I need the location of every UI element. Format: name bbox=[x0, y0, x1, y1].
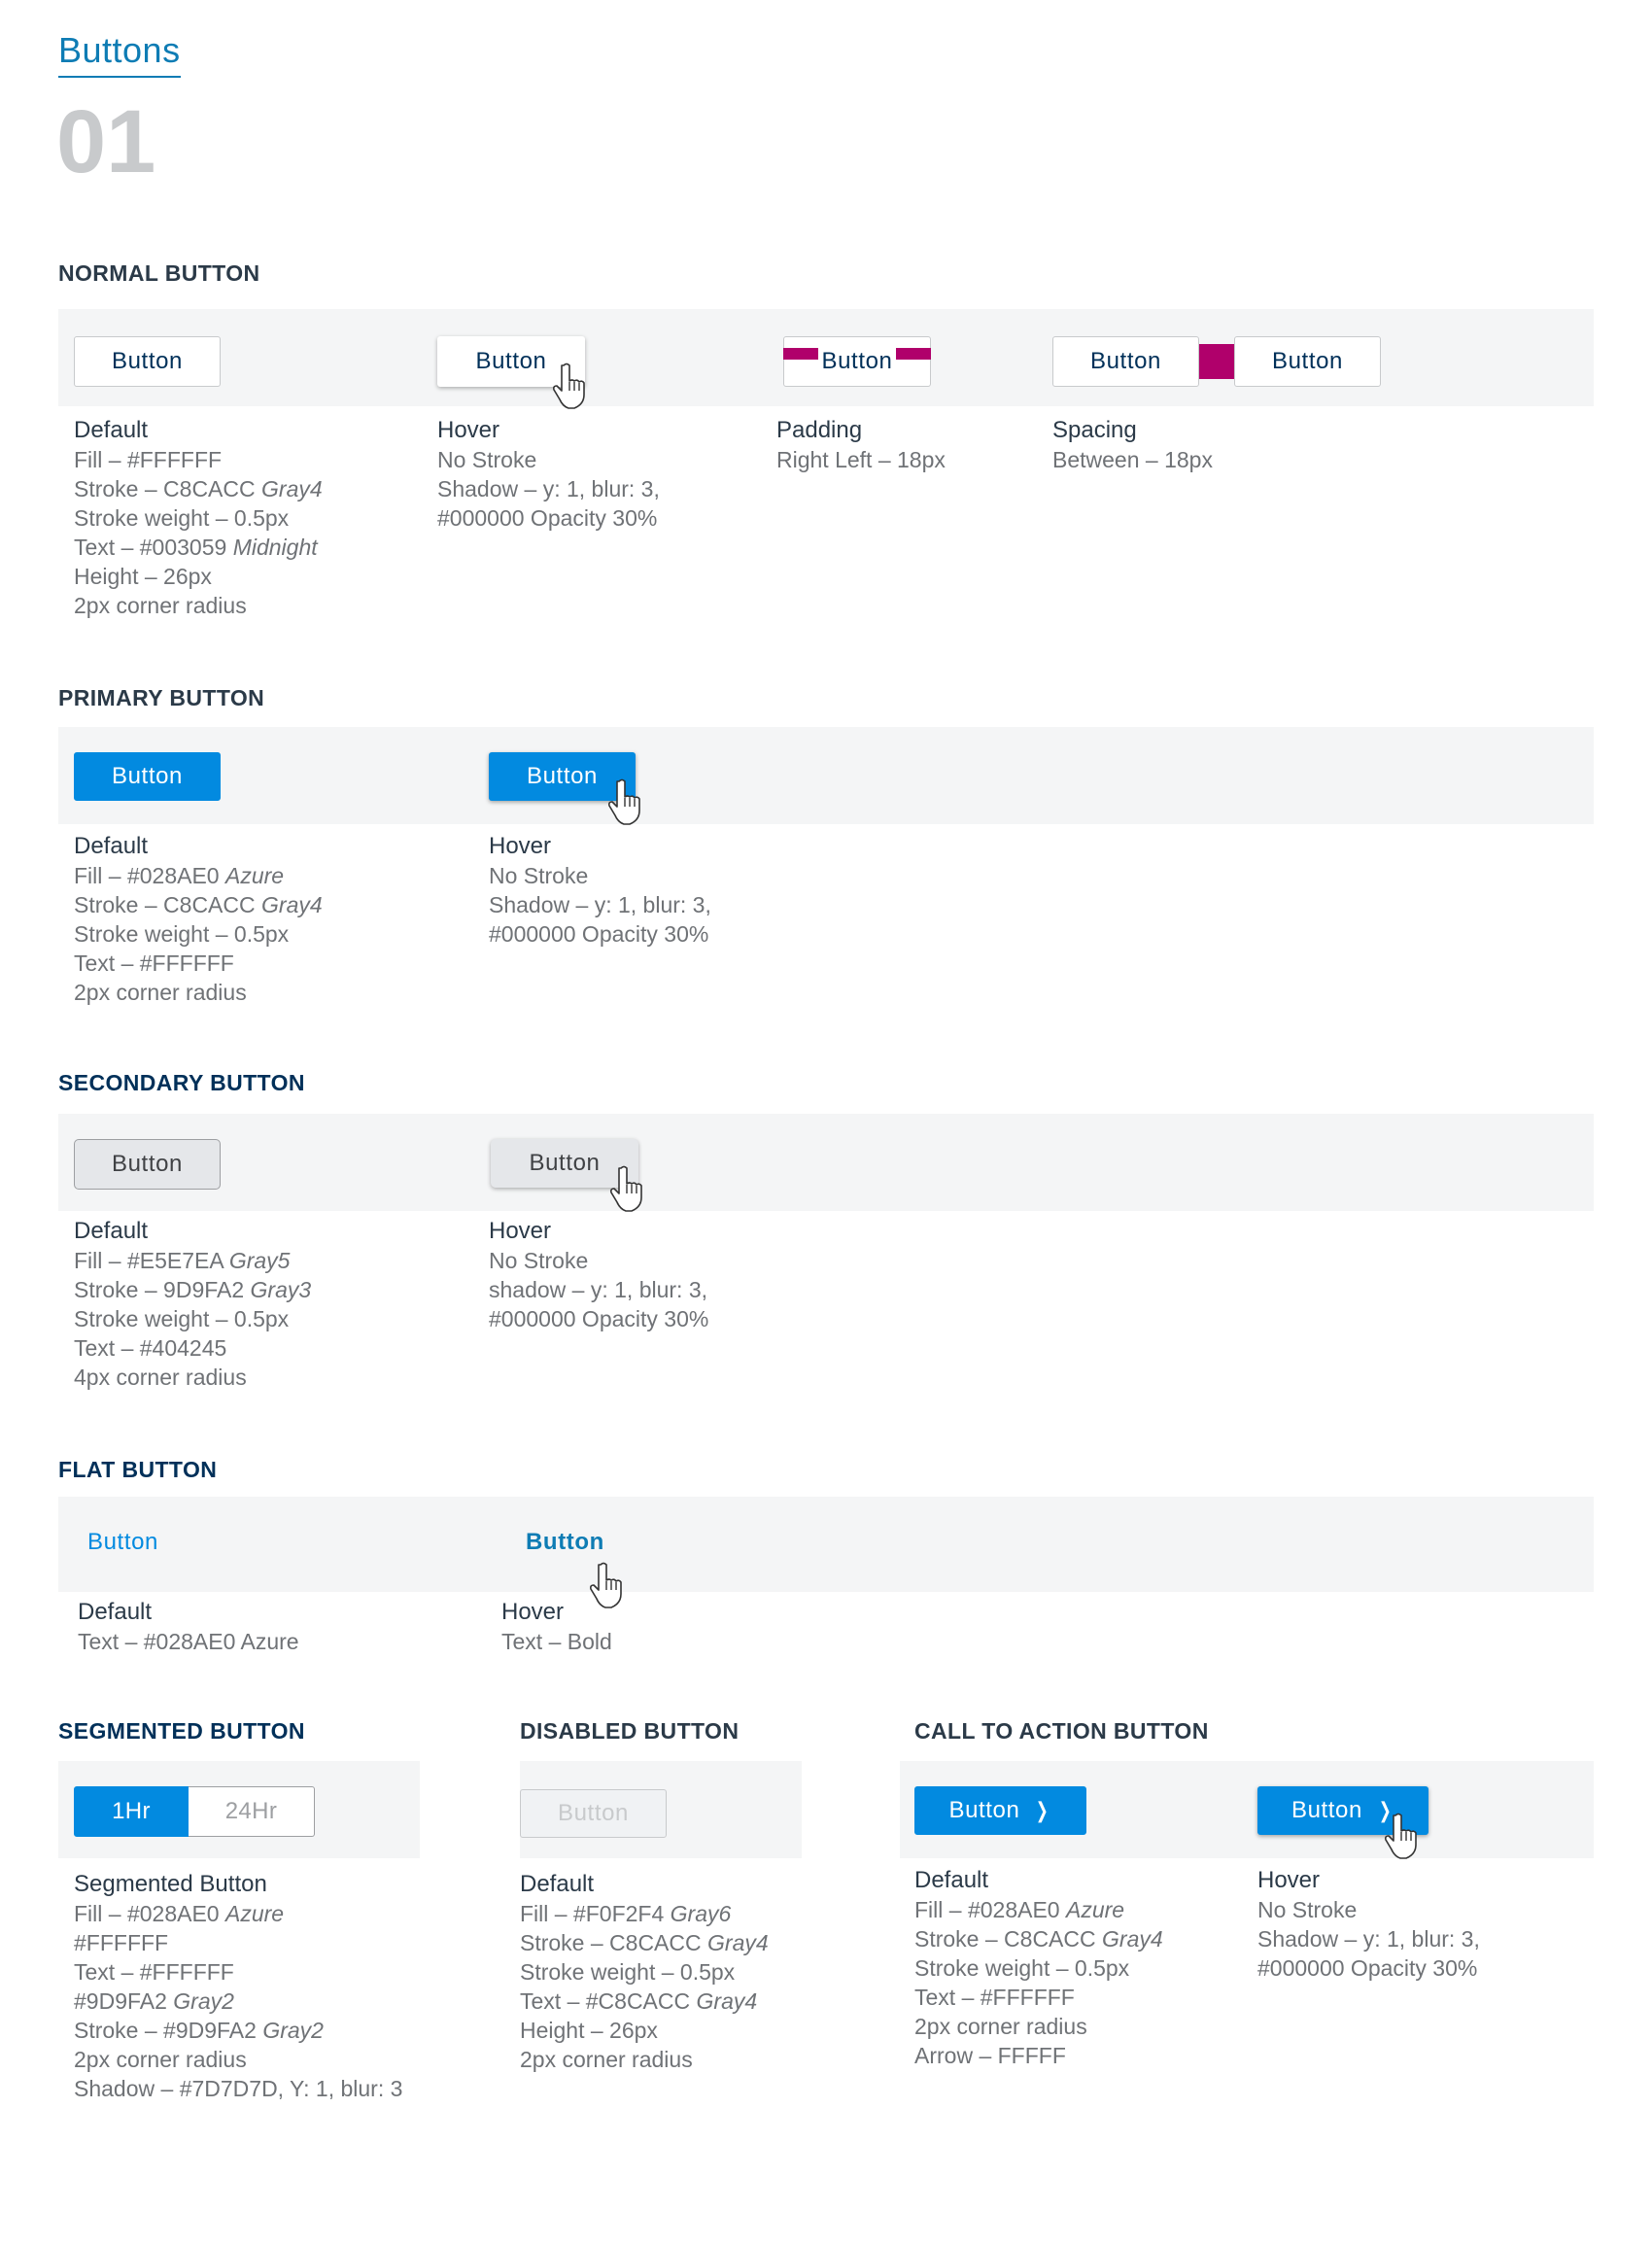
spec-line: No Stroke bbox=[489, 863, 589, 888]
normal-padding-spec bbox=[776, 416, 946, 474]
spec-line: Stroke – C8CACC Gray4 bbox=[914, 1926, 1163, 1952]
spec-line: Height – 26px bbox=[74, 564, 212, 589]
spec-line: Fill – #028AE0 Azure bbox=[74, 863, 285, 888]
spec-label: Hover bbox=[489, 833, 552, 859]
spec-line: Arrow – FFFFF bbox=[914, 2043, 1066, 2068]
hand-pointer-icon bbox=[609, 1164, 650, 1213]
flat-demo-area bbox=[58, 1497, 1594, 1592]
chevron-right-icon: ❯ bbox=[1036, 1798, 1050, 1822]
page-number: 01 bbox=[56, 92, 156, 191]
secondary-demo-area bbox=[58, 1114, 1594, 1211]
spec-line: Stroke – C8CACC Gray4 bbox=[74, 476, 323, 501]
section-title-secondary: SECONDARY BUTTON bbox=[58, 1070, 305, 1095]
segmented-option-1hr[interactable]: 1Hr bbox=[74, 1786, 189, 1837]
spec-line: 4px corner radius bbox=[74, 1365, 247, 1390]
primary-button-default[interactable]: Button bbox=[74, 752, 221, 801]
spec-line: shadow – y: 1, blur: 3, bbox=[489, 1277, 708, 1302]
spec-line: Stroke – #9D9FA2 Gray2 bbox=[74, 2018, 324, 2043]
spec-line: #000000 Opacity 30% bbox=[489, 921, 709, 947]
spec-label: Hover bbox=[489, 1218, 552, 1244]
primary-hover-spec bbox=[489, 832, 711, 949]
secondary-hover-spec bbox=[489, 1217, 708, 1333]
spec-line: Stroke – C8CACC Gray4 bbox=[74, 892, 323, 917]
secondary-button-default[interactable]: Button bbox=[74, 1139, 221, 1190]
normal-button-spacing-right[interactable]: Button bbox=[1234, 336, 1381, 387]
spec-label: Default bbox=[74, 1218, 149, 1244]
section-title-segmented: SEGMENTED BUTTON bbox=[58, 1718, 305, 1744]
cta-hover-spec bbox=[1257, 1866, 1480, 1983]
spec-line: Shadow – #7D7D7D, Y: 1, blur: 3 bbox=[74, 2076, 403, 2101]
cta-default-spec bbox=[914, 1866, 1163, 2070]
spec-label: Segmented Button bbox=[74, 1871, 267, 1897]
hand-pointer-icon bbox=[552, 362, 593, 410]
disabled-button: Button bbox=[520, 1789, 667, 1838]
spec-label: Default bbox=[78, 1599, 153, 1625]
normal-button-spacing-left[interactable]: Button bbox=[1052, 336, 1199, 387]
hand-pointer-icon bbox=[589, 1561, 630, 1609]
spec-line: Text – #C8CACC Gray4 bbox=[520, 1988, 758, 2014]
spec-label: Hover bbox=[437, 417, 500, 443]
spec-label: Padding bbox=[776, 417, 863, 443]
chevron-right-icon: ❯ bbox=[1378, 1798, 1393, 1822]
section-title-cta: CALL TO ACTION BUTTON bbox=[914, 1718, 1209, 1744]
spec-line: #000000 Opacity 30% bbox=[1257, 1955, 1478, 1981]
spec-line: Height – 26px bbox=[520, 2018, 658, 2043]
secondary-button-hover[interactable]: Button bbox=[491, 1139, 638, 1188]
spec-line: Fill – #F0F2F4 Gray6 bbox=[520, 1901, 732, 1926]
spec-line: #000000 Opacity 30% bbox=[437, 505, 658, 531]
spec-line: Shadow – y: 1, blur: 3, bbox=[437, 476, 660, 501]
spec-line: 2px corner radius bbox=[74, 593, 247, 618]
disabled-spec bbox=[520, 1870, 769, 2074]
secondary-default-spec bbox=[74, 1217, 311, 1392]
spec-line: 2px corner radius bbox=[74, 980, 247, 1005]
spec-line: Right Left – 18px bbox=[776, 447, 946, 472]
spec-label: Hover bbox=[501, 1599, 565, 1625]
spec-label: Default bbox=[74, 833, 149, 859]
cta-button-default[interactable] bbox=[914, 1786, 1086, 1835]
spec-line: Stroke weight – 0.5px bbox=[74, 1306, 290, 1331]
section-title-disabled: DISABLED BUTTON bbox=[520, 1718, 740, 1744]
spec-line: Stroke weight – 0.5px bbox=[520, 1959, 736, 1985]
hand-pointer-icon bbox=[1384, 1812, 1425, 1860]
spec-line: #000000 Opacity 30% bbox=[489, 1306, 709, 1331]
page-title: Buttons bbox=[58, 29, 181, 78]
spec-line: Fill – #028AE0 Azure bbox=[74, 1901, 285, 1926]
spec-line: Between – 18px bbox=[1052, 447, 1213, 472]
normal-button-default[interactable]: Button bbox=[74, 336, 221, 387]
primary-button-hover[interactable]: Button bbox=[489, 752, 636, 801]
cta-button-label: Button bbox=[1291, 1797, 1362, 1823]
spec-line: Stroke weight – 0.5px bbox=[914, 1955, 1130, 1981]
cta-button-label: Button bbox=[948, 1797, 1020, 1823]
flat-button-hover[interactable]: Button bbox=[526, 1529, 604, 1555]
spec-line: Stroke weight – 0.5px bbox=[74, 921, 290, 947]
spec-label: Default bbox=[74, 417, 149, 443]
normal-spacing-spec bbox=[1052, 416, 1213, 474]
spec-line: No Stroke bbox=[1257, 1897, 1358, 1922]
spec-line: #FFFFFF bbox=[74, 1930, 169, 1955]
spacing-marker bbox=[1199, 344, 1234, 379]
spec-line: Stroke – 9D9FA2 Gray3 bbox=[74, 1277, 312, 1302]
spec-label: Default bbox=[914, 1867, 989, 1893]
spec-line: #9D9FA2 Gray2 bbox=[74, 1988, 234, 2014]
spec-label: Spacing bbox=[1052, 417, 1137, 443]
spec-line: Shadow – y: 1, blur: 3, bbox=[489, 892, 711, 917]
padding-right-marker bbox=[896, 348, 931, 360]
spec-line: Text – Bold bbox=[501, 1629, 612, 1654]
spec-line: Text – #404245 bbox=[74, 1335, 227, 1361]
flat-default-spec bbox=[78, 1598, 299, 1656]
normal-hover-spec bbox=[437, 416, 660, 533]
normal-button-hover[interactable]: Button bbox=[437, 336, 585, 387]
section-title-primary: PRIMARY BUTTON bbox=[58, 685, 265, 710]
spec-line: Fill – #FFFFFF bbox=[74, 447, 223, 472]
segmented-spec bbox=[74, 1870, 402, 2103]
spec-line: Stroke – C8CACC Gray4 bbox=[520, 1930, 769, 1955]
spec-line: Text – #028AE0 Azure bbox=[78, 1629, 299, 1654]
padding-left-marker bbox=[783, 348, 818, 360]
spec-line: Shadow – y: 1, blur: 3, bbox=[1257, 1926, 1480, 1952]
spec-label: Hover bbox=[1257, 1867, 1321, 1893]
spec-line: No Stroke bbox=[437, 447, 537, 472]
normal-default-spec bbox=[74, 416, 323, 620]
spec-line: Text – #FFFFFF bbox=[74, 1959, 234, 1985]
spec-line: 2px corner radius bbox=[520, 2047, 693, 2072]
segmented-option-24hr[interactable]: 24Hr bbox=[189, 1786, 315, 1837]
spec-line: Fill – #028AE0 Azure bbox=[914, 1897, 1125, 1922]
hand-pointer-icon bbox=[607, 777, 648, 826]
spec-label: Default bbox=[520, 1871, 595, 1897]
section-title-normal: NORMAL BUTTON bbox=[58, 260, 260, 286]
spec-line: Fill – #E5E7EA Gray5 bbox=[74, 1248, 291, 1273]
spec-line: Text – #FFFFFF bbox=[914, 1985, 1075, 2010]
spec-line: 2px corner radius bbox=[914, 2014, 1087, 2039]
spec-line: No Stroke bbox=[489, 1248, 589, 1273]
primary-demo-area bbox=[58, 727, 1594, 824]
spec-line: Stroke weight – 0.5px bbox=[74, 505, 290, 531]
normal-button-padding-demo[interactable]: Button bbox=[783, 336, 931, 387]
primary-default-spec bbox=[74, 832, 323, 1007]
flat-button-default[interactable]: Button bbox=[87, 1529, 158, 1555]
section-title-flat: FLAT BUTTON bbox=[58, 1457, 218, 1482]
spec-line: Text – #003059 Midnight bbox=[74, 535, 318, 560]
spec-line: Text – #FFFFFF bbox=[74, 950, 234, 976]
spec-line: 2px corner radius bbox=[74, 2047, 247, 2072]
